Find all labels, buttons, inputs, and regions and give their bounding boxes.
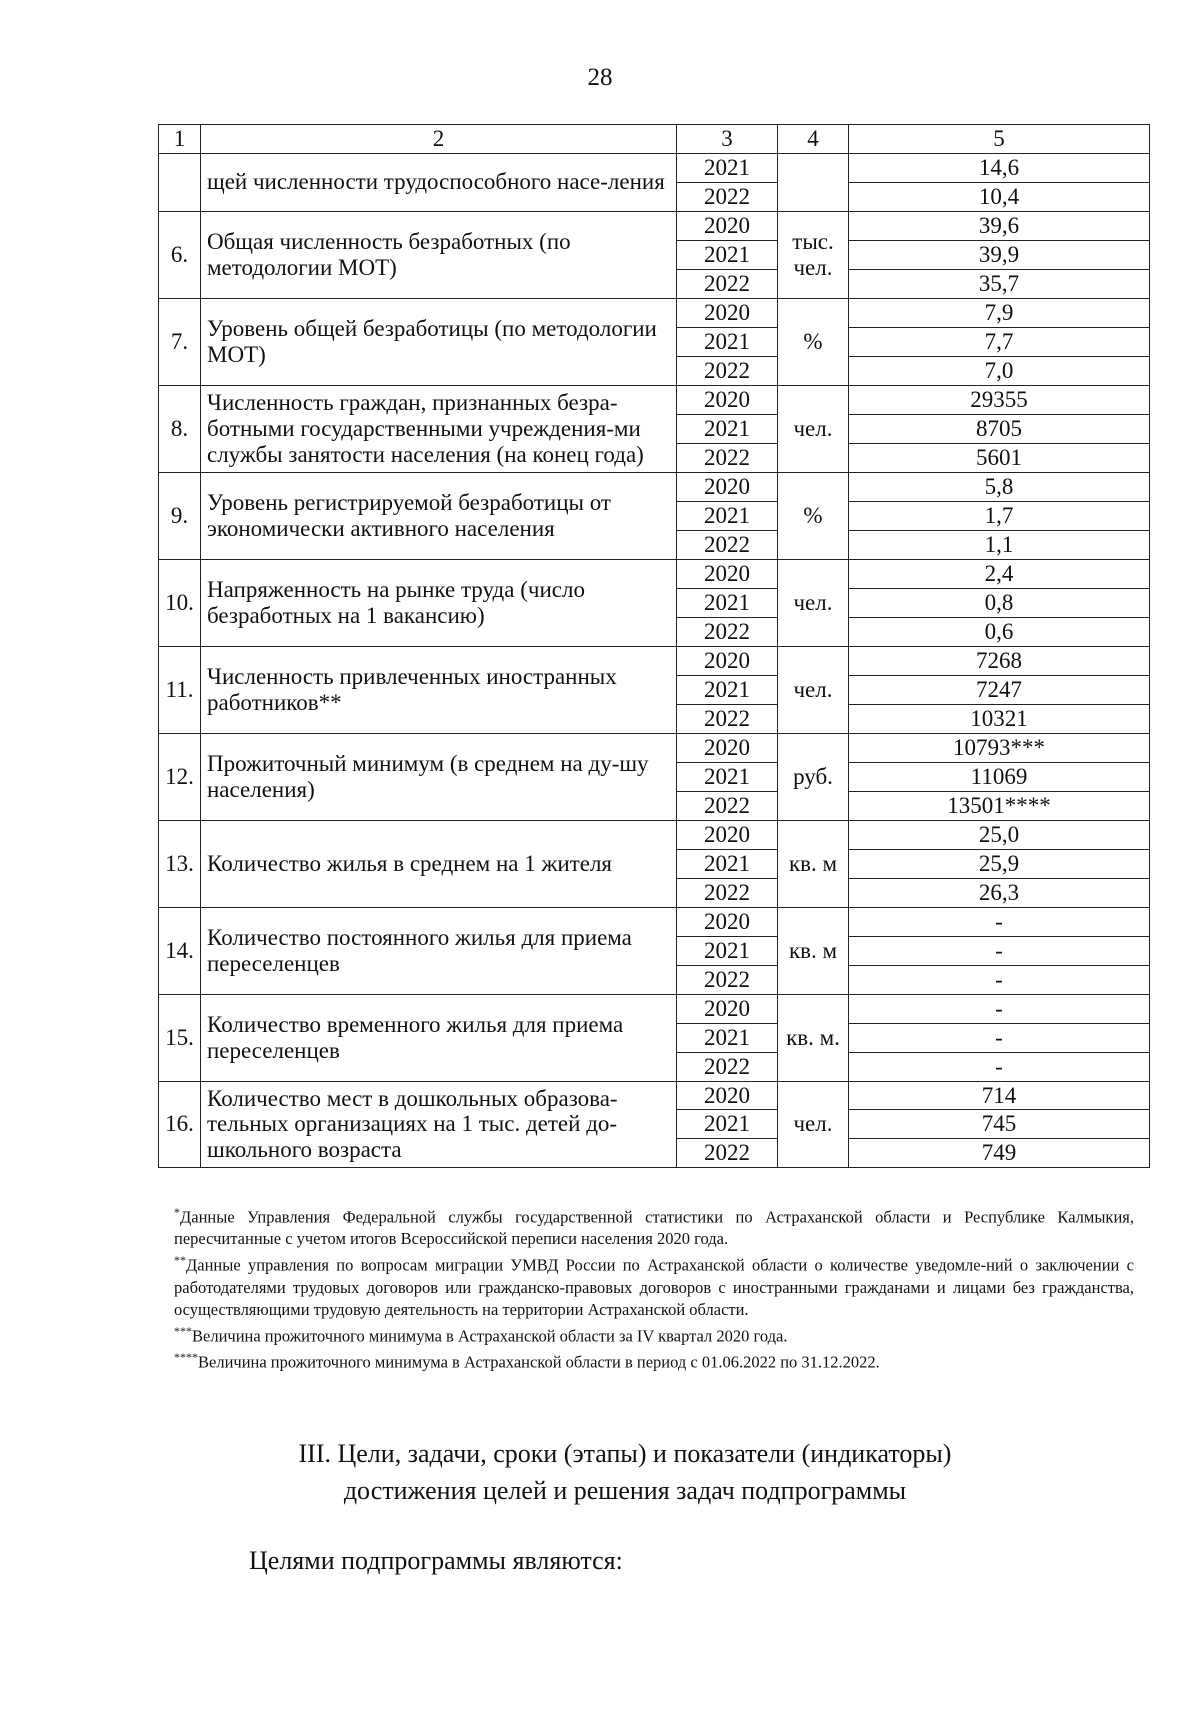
row-number	[159, 154, 201, 212]
year-cell: 2020	[677, 472, 778, 501]
value-cell: -	[849, 907, 1150, 936]
section-heading-line-2: достижения целей и решения задач подпрограммы	[343, 1475, 907, 1505]
footnotes	[174, 1205, 1134, 1377]
footnote: *Данные Управления Федеральной службы государственной статистики по Астраханской области и Республике Калмыкия, пересчитанные с учетом итогов Всероссийской переписи населения 2020 года.	[174, 1205, 1134, 1249]
page-number: 28	[587, 64, 613, 91]
year-cell: 2021	[677, 849, 778, 878]
value-cell: 714	[849, 1081, 1150, 1110]
header-col-4: 4	[778, 125, 849, 154]
unit-cell: руб.	[778, 733, 849, 820]
header-col-3: 3	[677, 125, 778, 154]
table-row	[159, 559, 1150, 588]
table-row	[159, 820, 1150, 849]
value-cell: 10,4	[849, 182, 1150, 211]
value-cell: 745	[849, 1110, 1150, 1139]
value-cell: 39,6	[849, 211, 1150, 240]
year-cell: 2022	[677, 965, 778, 994]
row-number: 11.	[159, 646, 201, 733]
goals-intro: Целями подпрограммы являются:	[249, 1546, 623, 1575]
table-row	[159, 1081, 1150, 1110]
year-cell: 2020	[677, 733, 778, 762]
year-cell: 2022	[677, 443, 778, 472]
value-cell: 7247	[849, 675, 1150, 704]
value-cell: 7,9	[849, 298, 1150, 327]
row-number: 15.	[159, 994, 201, 1081]
value-cell: 14,6	[849, 154, 1150, 183]
footnote: ****Величина прожиточного минимума в Астраханской области в период с 01.06.2022 по 31.12.2022.	[174, 1350, 880, 1372]
value-cell: -	[849, 994, 1150, 1023]
table-row	[159, 994, 1150, 1023]
year-cell: 2021	[677, 414, 778, 443]
year-cell: 2020	[677, 820, 778, 849]
row-number: 9.	[159, 472, 201, 559]
value-cell: -	[849, 1023, 1150, 1052]
indicator-name: Прожиточный минимум (в среднем на ду-шу населения)	[201, 733, 677, 820]
value-cell: 5,8	[849, 472, 1150, 501]
table-row	[159, 472, 1150, 501]
indicator-name: Уровень регистрируемой безработицы от экономически активного населения	[201, 472, 677, 559]
indicator-name: Напряженность на рынке труда (число безработных на 1 вакансию)	[201, 559, 677, 646]
value-cell: 39,9	[849, 240, 1150, 269]
year-cell: 2020	[677, 994, 778, 1023]
year-cell: 2022	[677, 704, 778, 733]
row-number: 6.	[159, 211, 201, 298]
value-cell: 1,7	[849, 501, 1150, 530]
year-cell: 2022	[677, 878, 778, 907]
table-row	[159, 646, 1150, 675]
value-cell: 5601	[849, 443, 1150, 472]
year-cell: 2021	[677, 240, 778, 269]
row-number: 16.	[159, 1081, 201, 1168]
unit-cell: кв. м	[778, 820, 849, 907]
unit-cell: чел.	[778, 385, 849, 472]
section-heading	[190, 1436, 1060, 1510]
section-heading-line-1: III. Цели, задачи, сроки (этапы) и показатели (индикаторы)	[298, 1439, 952, 1468]
unit-cell: кв. м	[778, 907, 849, 994]
year-cell: 2020	[677, 385, 778, 414]
unit-cell: тыс. чел.	[778, 211, 849, 298]
value-cell: 25,9	[849, 849, 1150, 878]
year-cell: 2020	[677, 298, 778, 327]
indicators-table	[158, 124, 1150, 1168]
value-cell: 0,6	[849, 617, 1150, 646]
row-number: 12.	[159, 733, 201, 820]
year-cell: 2022	[677, 530, 778, 559]
year-cell: 2021	[677, 936, 778, 965]
year-cell: 2020	[677, 211, 778, 240]
value-cell: 26,3	[849, 878, 1150, 907]
value-cell: 0,8	[849, 588, 1150, 617]
header-col-2: 2	[201, 125, 677, 154]
unit-cell: кв. м.	[778, 994, 849, 1081]
indicator-name: щей численности трудоспособного насе-ления	[201, 154, 677, 212]
value-cell: 1,1	[849, 530, 1150, 559]
year-cell: 2022	[677, 269, 778, 298]
header-col-5: 5	[849, 125, 1150, 154]
value-cell: 2,4	[849, 559, 1150, 588]
value-cell: 8705	[849, 414, 1150, 443]
table-row	[159, 385, 1150, 414]
table-row	[159, 907, 1150, 936]
header-col-1: 1	[159, 125, 201, 154]
row-number: 8.	[159, 385, 201, 472]
table-header-row	[159, 125, 1150, 154]
table-body	[159, 154, 1150, 1168]
unit-cell	[778, 154, 849, 212]
year-cell: 2021	[677, 327, 778, 356]
indicator-name: Количество постоянного жилья для приема переселенцев	[201, 907, 677, 994]
year-cell: 2021	[677, 154, 778, 183]
year-cell: 2021	[677, 588, 778, 617]
year-cell: 2022	[677, 617, 778, 646]
value-cell: 10321	[849, 704, 1150, 733]
unit-cell: %	[778, 472, 849, 559]
value-cell: 10793***	[849, 733, 1150, 762]
footnote: **Данные управления по вопросам миграции УМВД России по Астраханской области о количестве уведомле-ний о заключении с работодателями трудовых договоров или гражданско-правовых договоров с иностранными гражданами и лицами без гражданства, осуществляющими трудовую деятельность на территории Астраханской области.	[174, 1253, 1134, 1319]
year-cell: 2022	[677, 356, 778, 385]
row-number: 10.	[159, 559, 201, 646]
year-cell: 2020	[677, 646, 778, 675]
value-cell: 29355	[849, 385, 1150, 414]
indicator-name: Количество жилья в среднем на 1 жителя	[201, 820, 677, 907]
year-cell: 2021	[677, 1110, 778, 1139]
row-number: 13.	[159, 820, 201, 907]
indicator-name: Общая численность безработных (по методологии МОТ)	[201, 211, 677, 298]
year-cell: 2020	[677, 1081, 778, 1110]
unit-cell: %	[778, 298, 849, 385]
unit-cell: чел.	[778, 1081, 849, 1168]
value-cell: 7,0	[849, 356, 1150, 385]
year-cell: 2021	[677, 1023, 778, 1052]
table-row	[159, 733, 1150, 762]
value-cell: -	[849, 965, 1150, 994]
unit-cell: чел.	[778, 559, 849, 646]
indicator-name: Уровень общей безработицы (по методологии МОТ)	[201, 298, 677, 385]
year-cell: 2022	[677, 1139, 778, 1168]
value-cell: 11069	[849, 762, 1150, 791]
year-cell: 2022	[677, 1052, 778, 1081]
value-cell: 35,7	[849, 269, 1150, 298]
year-cell: 2022	[677, 791, 778, 820]
year-cell: 2022	[677, 182, 778, 211]
value-cell: -	[849, 936, 1150, 965]
value-cell: 749	[849, 1139, 1150, 1168]
table-row	[159, 154, 1150, 183]
unit-cell: чел.	[778, 646, 849, 733]
indicator-name: Количество временного жилья для приема переселенцев	[201, 994, 677, 1081]
value-cell: 7,7	[849, 327, 1150, 356]
year-cell: 2020	[677, 907, 778, 936]
year-cell: 2021	[677, 501, 778, 530]
year-cell: 2021	[677, 675, 778, 704]
indicator-name: Количество мест в дошкольных образова-тельных организациях на 1 тыс. детей до-школьного возраста	[201, 1081, 677, 1168]
footnote: ***Величина прожиточного минимума в Астраханской области за IV квартал 2020 года.	[174, 1323, 788, 1346]
year-cell: 2020	[677, 559, 778, 588]
indicator-name: Численность привлеченных иностранных работников**	[201, 646, 677, 733]
value-cell: -	[849, 1052, 1150, 1081]
value-cell: 7268	[849, 646, 1150, 675]
value-cell: 13501****	[849, 791, 1150, 820]
table-row	[159, 211, 1150, 240]
year-cell: 2021	[677, 762, 778, 791]
row-number: 7.	[159, 298, 201, 385]
value-cell: 25,0	[849, 820, 1150, 849]
indicator-name: Численность граждан, признанных безра-ботными государственными учреждения-ми службы занятости населения (на конец года)	[201, 385, 677, 472]
row-number: 14.	[159, 907, 201, 994]
table-row	[159, 298, 1150, 327]
